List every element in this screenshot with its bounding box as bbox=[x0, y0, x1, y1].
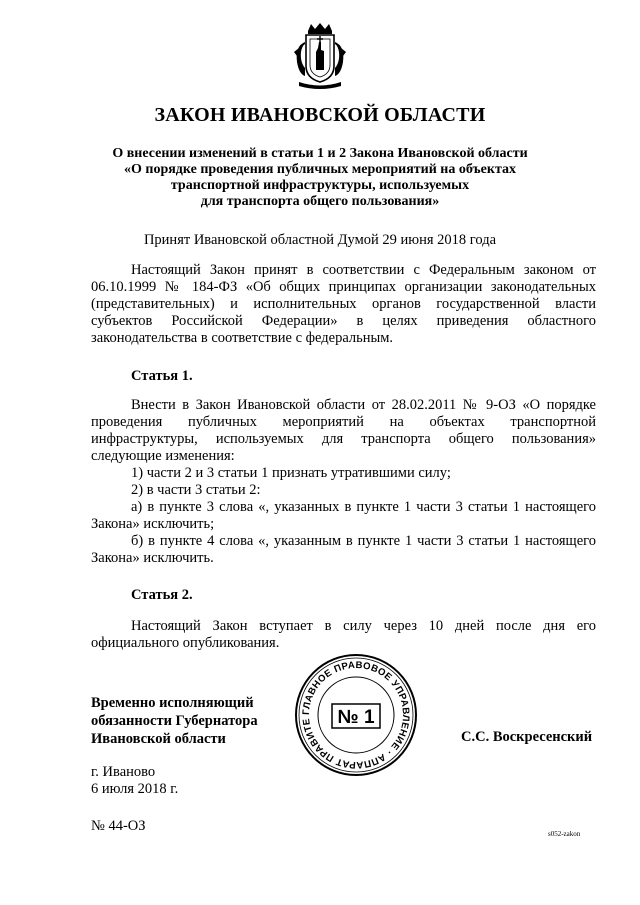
seal-number: № 1 bbox=[337, 707, 375, 728]
seal-ring-text: ГЛАВНОЕ ПРАВОВОЕ УПРАВЛЕНИЕ · АППАРАТ ПРАВИТЕ bbox=[300, 659, 412, 771]
coat-of-arms-icon bbox=[291, 22, 349, 90]
signatory-name: С.С. Воскресенский bbox=[461, 729, 593, 745]
city: г. Иваново bbox=[91, 764, 156, 780]
signing-date: 6 июля 2018 г. bbox=[91, 781, 179, 797]
position-line: Временно исполняющий bbox=[91, 695, 254, 711]
article-1-item: 2) в части 3 статьи 2: bbox=[131, 482, 261, 498]
place-and-date bbox=[91, 764, 178, 798]
preamble bbox=[91, 262, 596, 347]
article-1-item: 1) части 2 и 3 статьи 1 признать утратившими силу; bbox=[131, 465, 451, 481]
article-1-heading: Статья 1. bbox=[131, 368, 193, 384]
article-1-intro: Внести в Закон Ивановской области от 28.02.2011 № 9-ОЗ «О порядке проведения публичных мероприятий на объектах транспортной инфраструктуры, используемых для транспорта общего пользования» следующие изменения: bbox=[91, 397, 596, 464]
article-2-body bbox=[91, 618, 596, 652]
signatory-position bbox=[91, 694, 258, 748]
law-number: № 44-ОЗ bbox=[91, 818, 146, 834]
article-1-item: а) в пункте 3 слова «, указанных в пункте 1 части 3 статьи 1 настоящего Закона» исключить; bbox=[91, 499, 596, 532]
article-1-item: б) в пункте 4 слова «, указанным в пункте 1 части 3 статьи 1 настоящего Закона» исключить. bbox=[91, 533, 596, 566]
subtitle-line: для транспорта общего пользования» bbox=[200, 194, 440, 209]
article-1-body bbox=[91, 397, 596, 567]
position-line: Ивановской области bbox=[91, 731, 226, 747]
article-2-heading: Статья 2. bbox=[131, 587, 193, 603]
subtitle-line: «О порядке проведения публичных мероприятий на объектах bbox=[123, 162, 517, 177]
official-seal bbox=[294, 653, 418, 777]
preamble-text: Настоящий Закон принят в соответствии с Федеральным законом от 06.10.1999 № 184-ФЗ «Об общих принципах организации законодательных (представительных) и исполнительных органов государственной власти субъектов Российской Федерации» в целях приведения областного законодательства в соответствие с федеральным. bbox=[91, 262, 596, 346]
adoption-line: Принят Ивановской областной Думой 29 июня 2018 года bbox=[143, 232, 497, 248]
subtitle-line: транспортной инфраструктуры, используемых bbox=[170, 178, 470, 193]
document-title: ЗАКОН ИВАНОВСКОЙ ОБЛАСТИ bbox=[154, 104, 486, 126]
file-reference: s052-zakon bbox=[548, 830, 581, 838]
subtitle-line: О внесении изменений в статьи 1 и 2 Закона Ивановской области bbox=[112, 146, 528, 161]
position-line: обязанности Губернатора bbox=[91, 713, 258, 729]
article-2-text: Настоящий Закон вступает в силу через 10 дней после дня его официального опубликования. bbox=[91, 618, 596, 651]
law-subtitle bbox=[60, 146, 580, 210]
